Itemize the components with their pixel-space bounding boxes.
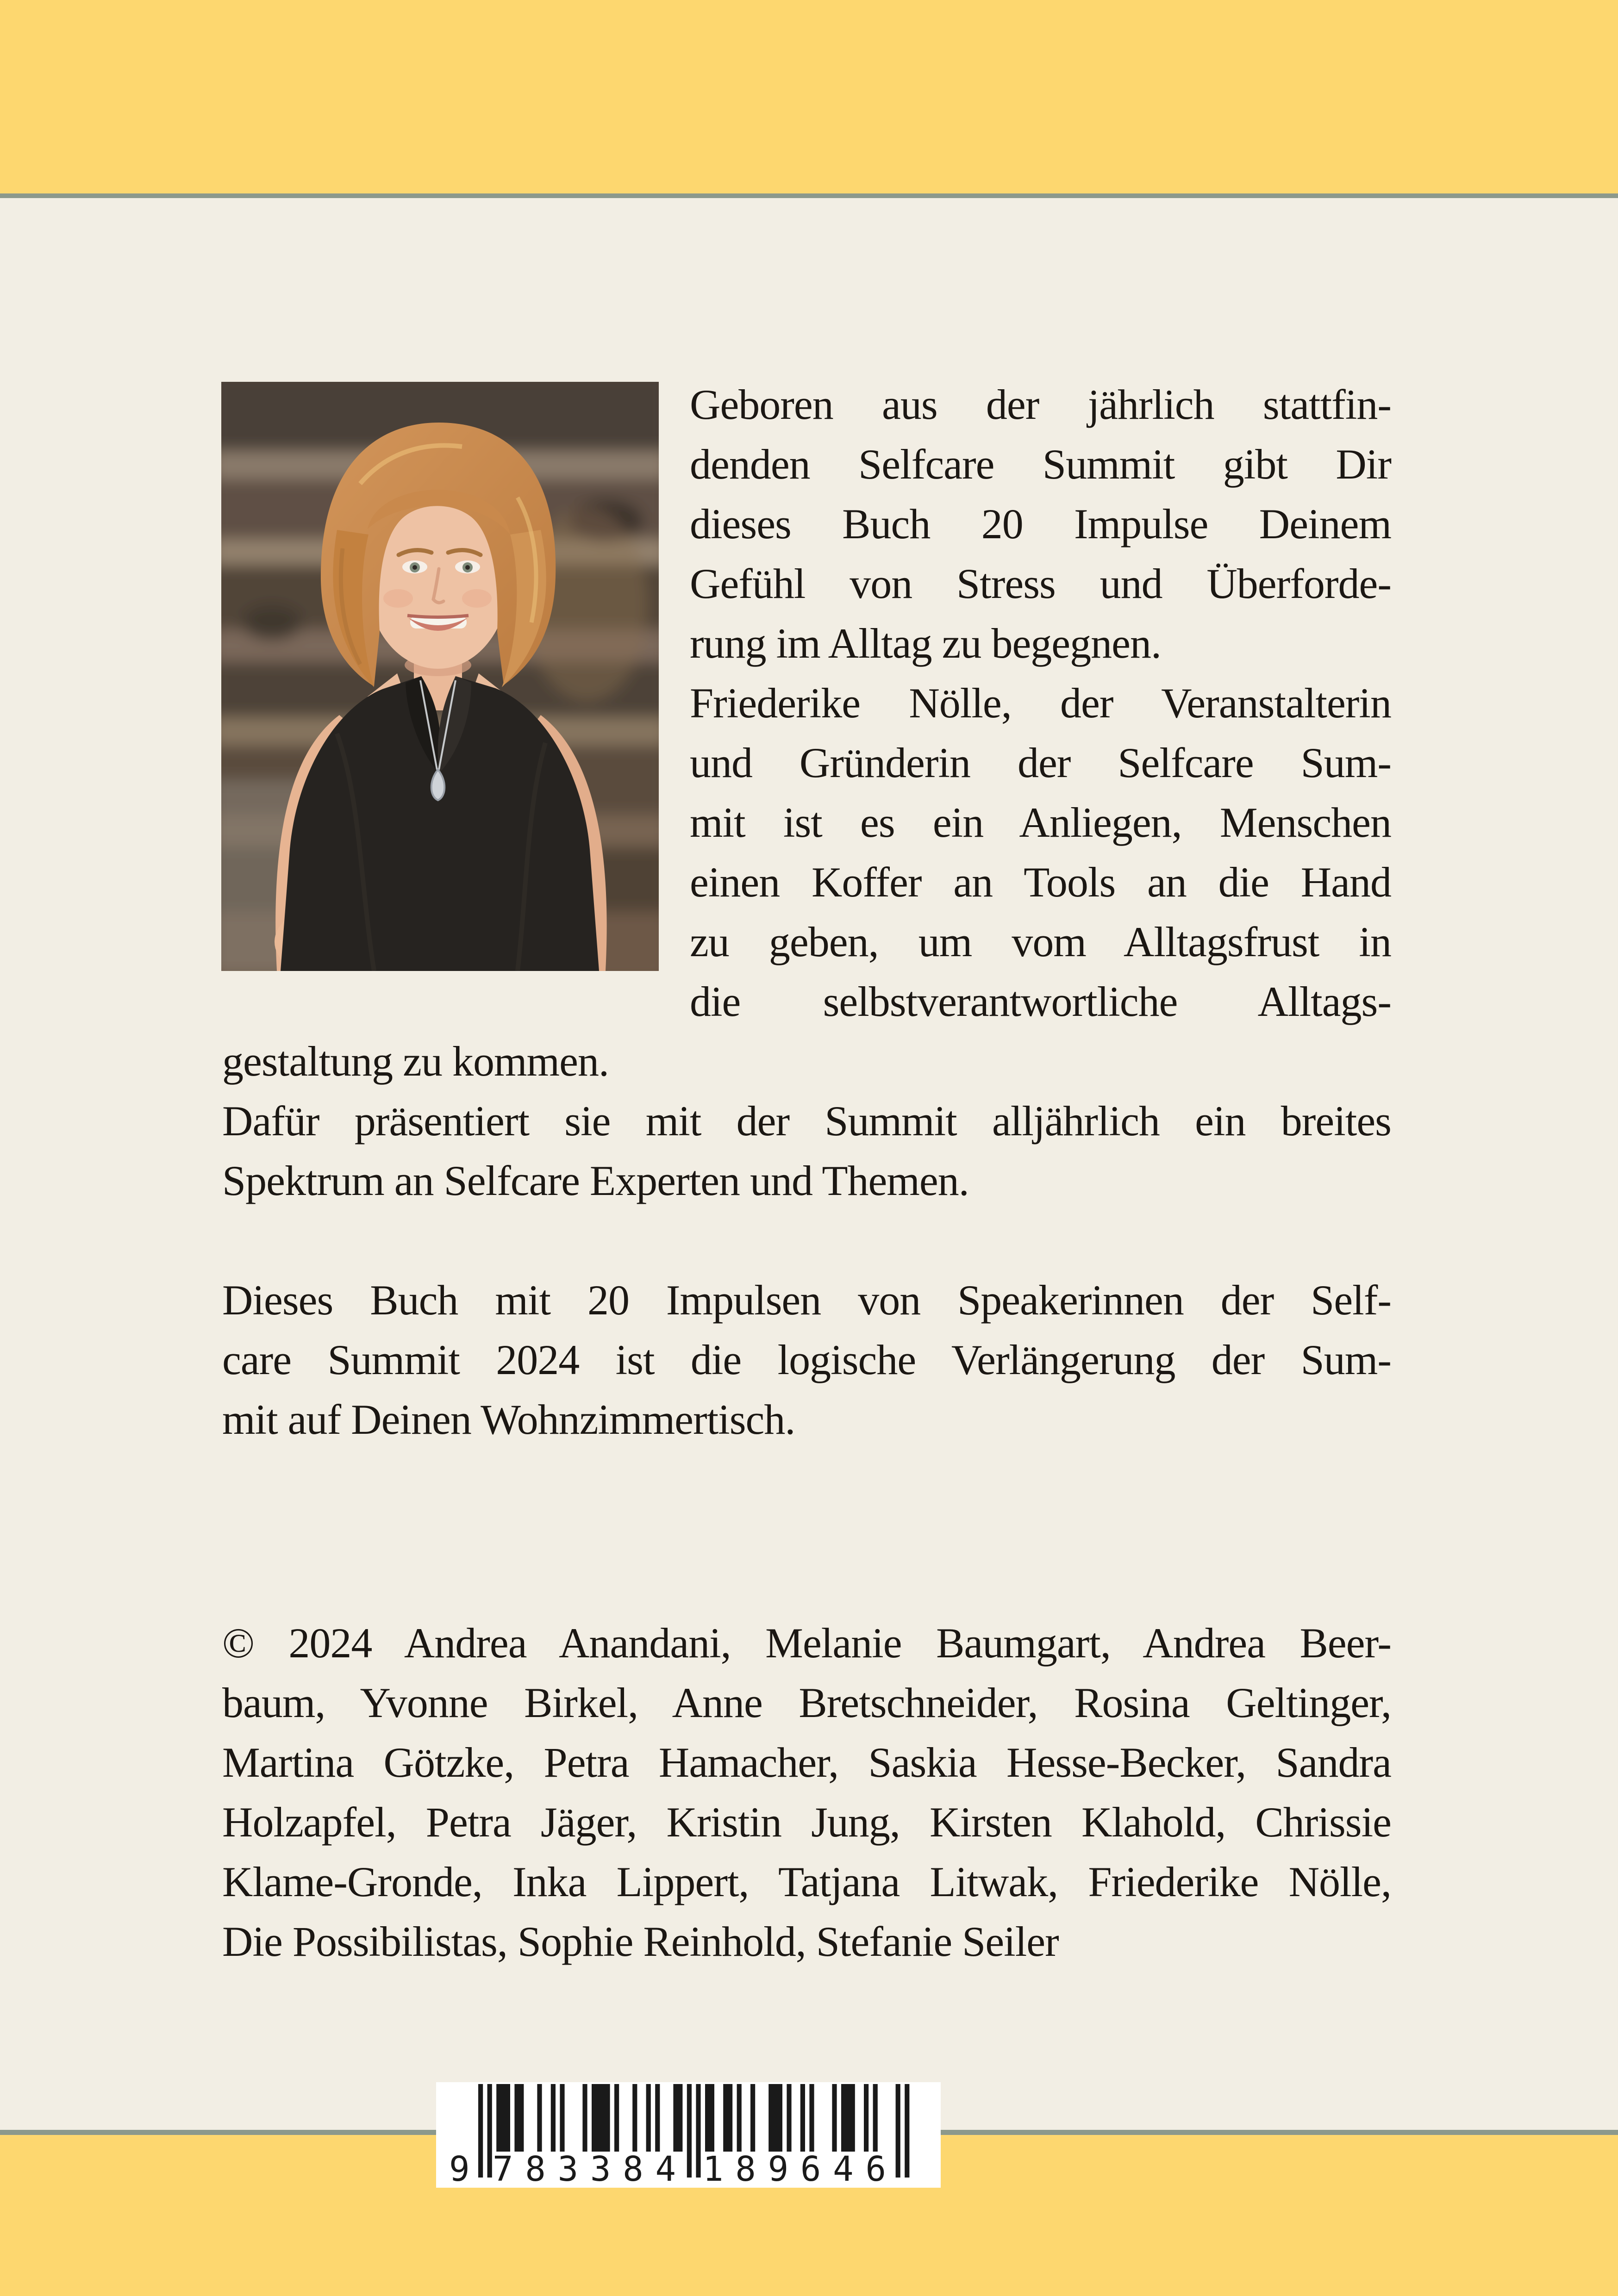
text-line: denden Selfcare Summit gibt Dir: [690, 441, 1391, 488]
text-line: [222, 1211, 1391, 1270]
text-line: und Gründerin der Selfcare Sum-: [690, 739, 1391, 786]
text-line: Die Possibilistas, Sophie Reinhold, Stefanie Seiler: [222, 1918, 1059, 1965]
author-photo: [221, 382, 659, 971]
text-line: care Summit 2024 ist die logische Verlängerung der Sum-: [222, 1336, 1391, 1383]
text-line: rung im Alltag zu begegnen.: [690, 620, 1161, 667]
text-line: Dafür präsentiert sie mit der Summit alljährlich ein breites: [222, 1097, 1391, 1145]
text-line: baum, Yvonne Birkel, Anne Bretschneider, Rosina Geltinger,: [222, 1679, 1391, 1726]
text-line: © 2024 Andrea Anandani, Melanie Baumgart, Andrea Beer-: [222, 1619, 1391, 1667]
text-line: Geboren aus der jährlich stattfin-: [690, 381, 1391, 428]
text-line: Martina Götzke, Petra Hamacher, Saskia Hesse-Becker, Sandra: [222, 1739, 1391, 1786]
pupil: [465, 565, 470, 570]
text-line: Spektrum an Selfcare Experten und Themen.: [222, 1157, 969, 1204]
cheek: [462, 589, 492, 608]
copyright-text: [222, 1613, 1391, 1972]
text-line: Dieses Buch mit 20 Impulsen von Speakerinnen der Self-: [222, 1276, 1391, 1324]
text-line: Friederike Nölle, der Veranstalterin: [690, 679, 1391, 727]
top-divider-line: [0, 193, 1618, 198]
ean13-barcode: [436, 2082, 941, 2188]
intro-column-text: [690, 375, 1391, 1032]
author-photo-illustration: [221, 382, 659, 971]
text-line: mit ist es ein Anliegen, Menschen: [690, 799, 1391, 846]
text-line: die selbstverantwortliche Alltags-: [690, 978, 1391, 1025]
barcode-digits-right: 189646: [703, 2149, 886, 2188]
body-text: [222, 1032, 1391, 1450]
cheek: [383, 589, 413, 608]
text-line: mit auf Deinen Wohnzimmertisch.: [222, 1396, 795, 1443]
upper-lip: [407, 616, 469, 617]
text-line: Gefühl von Stress und Überforde-: [690, 560, 1391, 607]
barcode-digit-first: 9: [449, 2149, 470, 2188]
text-line: zu geben, um vom Alltagsfrust in: [690, 918, 1391, 965]
barcode: [436, 2082, 941, 2188]
text-line: gestaltung zu kommen.: [222, 1038, 609, 1085]
text-line: Klame-Gronde, Inka Lippert, Tatjana Litwak, Friederike Nölle,: [222, 1858, 1391, 1905]
pupil: [412, 565, 417, 570]
text-line: Holzapfel, Petra Jäger, Kristin Jung, Kirsten Klahold, Chrissie: [222, 1798, 1391, 1846]
text-line: dieses Buch 20 Impulse Deinem: [690, 500, 1391, 548]
top-yellow-band: [0, 0, 1618, 193]
text-line: einen Koffer an Tools an die Hand: [690, 859, 1391, 906]
barcode-digits-left: 783384: [493, 2149, 676, 2188]
